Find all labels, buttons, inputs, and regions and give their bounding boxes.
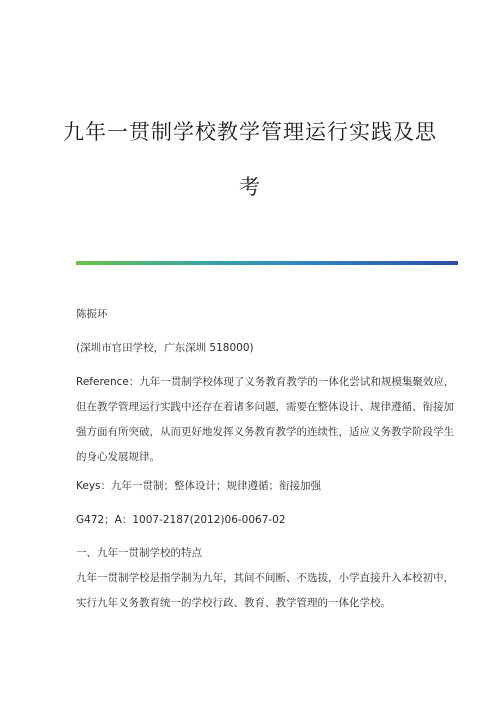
document-title-line-1: 九年一贯制学校教学管理运行实践及思 — [63, 120, 437, 144]
section-heading: 一、九年一贯制学校的特点 — [76, 547, 202, 559]
title-divider — [76, 261, 458, 265]
abstract-text: 九年一贯制学校体现了义务教育教学的一体化尝试和规模集聚效应，但在教学管理运行实践中还存在着诸多问题，需要在整体设计、规律遵循、衔接加强方面有所突破，从而更好地发挥义务教育教学的连续性，适应义务教学阶段学生的身心发展规律。 — [76, 376, 455, 463]
keywords-label: Keys： — [76, 480, 112, 492]
classification-code: G472；A：1007-2187(2012)06-0067-02 — [76, 514, 286, 526]
keywords-text: 九年一贯制；整体设计；规律遵循；衔接加强 — [111, 480, 322, 492]
author-name: 陈振环 — [76, 308, 108, 320]
author-affiliation: (深圳市官田学校，广东深圳 518000) — [76, 342, 254, 354]
keywords-paragraph — [76, 474, 460, 499]
abstract-paragraph — [76, 370, 460, 470]
document-title-line-2: 考 — [239, 175, 261, 199]
abstract-label: Reference： — [76, 376, 140, 388]
body-paragraph: 九年一贯制学校是指学制为九年，其间不间断、不选拔，小学直接升入本校初中，实行九年义务教育统一的学校行政、教育、教学管理的一体化学校。 — [76, 572, 454, 609]
